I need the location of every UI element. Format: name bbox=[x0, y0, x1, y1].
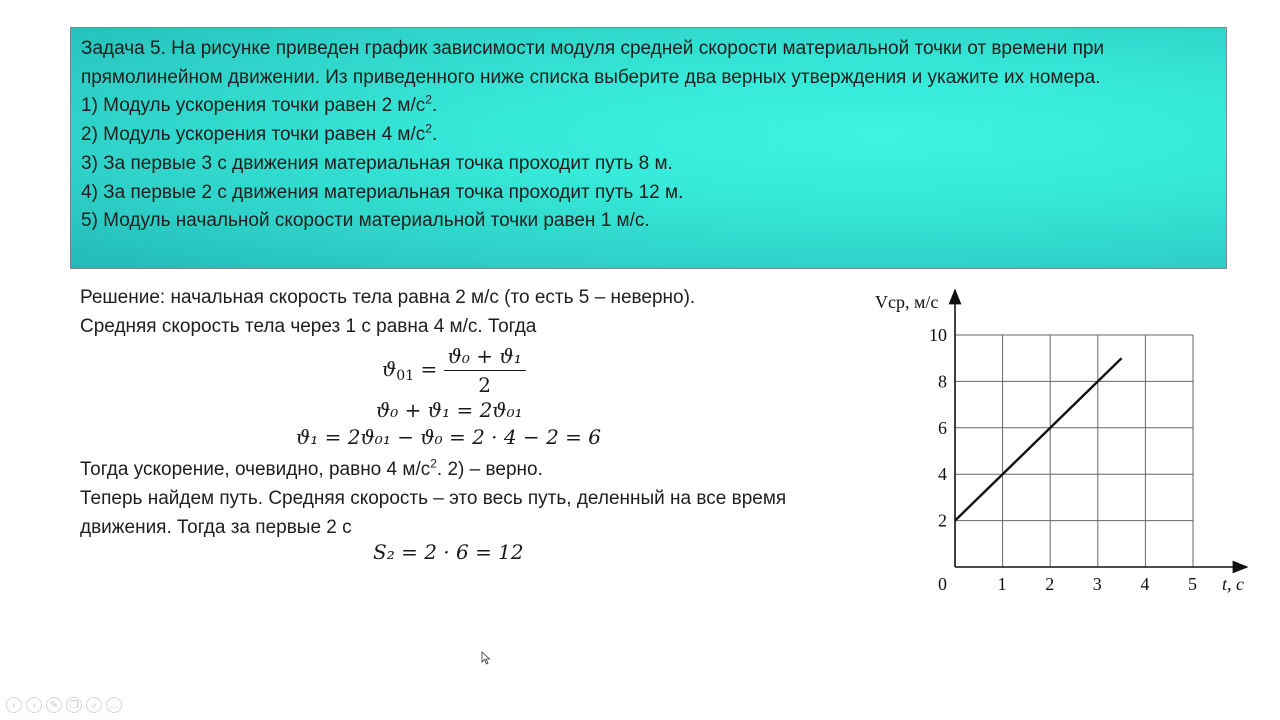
y-tick-label: 10 bbox=[929, 325, 947, 345]
formula-v1: ϑ₁ = 2ϑ₀₁ − ϑ₀ = 2 · 4 − 2 = 6 bbox=[296, 425, 602, 449]
solution-line-4: Теперь найдем путь. Средняя скорость – это весь путь, деленный на все время движения. Тогда за первые 2 с bbox=[80, 488, 787, 538]
speed-time-chart bbox=[860, 280, 1260, 610]
more-icon[interactable]: … bbox=[106, 697, 122, 713]
x-tick-label: 1 bbox=[997, 574, 1007, 594]
mouse-cursor-icon bbox=[481, 651, 491, 665]
task-option-5: 5) Модуль начальной скорости материальной точки равен 1 м/с. bbox=[81, 210, 650, 232]
task-option-2: 2) Модуль ускорения точки равен 4 $м/с^2$. bbox=[81, 121, 438, 146]
y-tick-label: 8 bbox=[938, 371, 947, 392]
origin-label: 0 bbox=[938, 574, 947, 594]
x-tick-label: 3 bbox=[1092, 574, 1102, 594]
y-tick-label: 2 bbox=[938, 510, 947, 531]
pen-icon[interactable]: ✎ bbox=[46, 697, 62, 713]
x-tick-label: 4 bbox=[1140, 574, 1150, 594]
x-tick-label: 5 bbox=[1188, 574, 1197, 594]
y-tick-label: 4 bbox=[938, 464, 947, 485]
prev-icon[interactable]: ‹ bbox=[6, 697, 22, 713]
solution-line-1: Решение: начальная скорость тела равна 2 м/с (то есть 5 – неверно). bbox=[80, 287, 696, 308]
solution-line-3: Тогда ускорение, очевидно, равно 4 $м/с^2$. 2) – верно. bbox=[80, 457, 543, 481]
formula-sum: ϑ₀ + ϑ₁ = 2ϑ₀₁ bbox=[376, 398, 523, 422]
next-icon[interactable]: › bbox=[26, 697, 42, 713]
solution-line-2: Средняя скорость тела через 1 с равна 4 м/с. Тогда bbox=[80, 315, 537, 337]
formula-average-speed: $ϑ_{01}$ = $\frac{\text{ϑ₀ + ϑ₁}}{2}$ bbox=[382, 344, 526, 397]
x-axis-label: t, с bbox=[1222, 574, 1244, 594]
y-tick-label: 6 bbox=[938, 417, 947, 438]
slide-toolbar bbox=[6, 697, 122, 713]
copy-icon[interactable]: ❐ bbox=[66, 697, 82, 713]
task-option-4: 4) За первые 2 с движения материальная точка проходит путь 12 м. bbox=[81, 181, 684, 203]
zoom-icon[interactable]: ⌕ bbox=[86, 697, 102, 713]
formula-path: S₂ = 2 · 6 = 12 bbox=[373, 540, 524, 564]
series-line bbox=[955, 358, 1122, 520]
task-option-3: 3) За первые 3 с движения материальная точка проходит путь 8 м. bbox=[81, 152, 673, 174]
task-box bbox=[70, 27, 1227, 269]
task-option-1: 1) Модуль ускорения точки равен 2 $м/с^2$. bbox=[81, 93, 438, 117]
task-intro: Задача 5. На рисунке приведен график зависимости модуля средней скорости материальной точки от времени при прямолинейном движении. Из приведенного ниже списка выберите два верных утверждения и укажите их номера. bbox=[81, 38, 1105, 88]
y-axis-label: Vср, м/с bbox=[875, 292, 939, 312]
x-tick-label: 2 bbox=[1045, 574, 1055, 594]
